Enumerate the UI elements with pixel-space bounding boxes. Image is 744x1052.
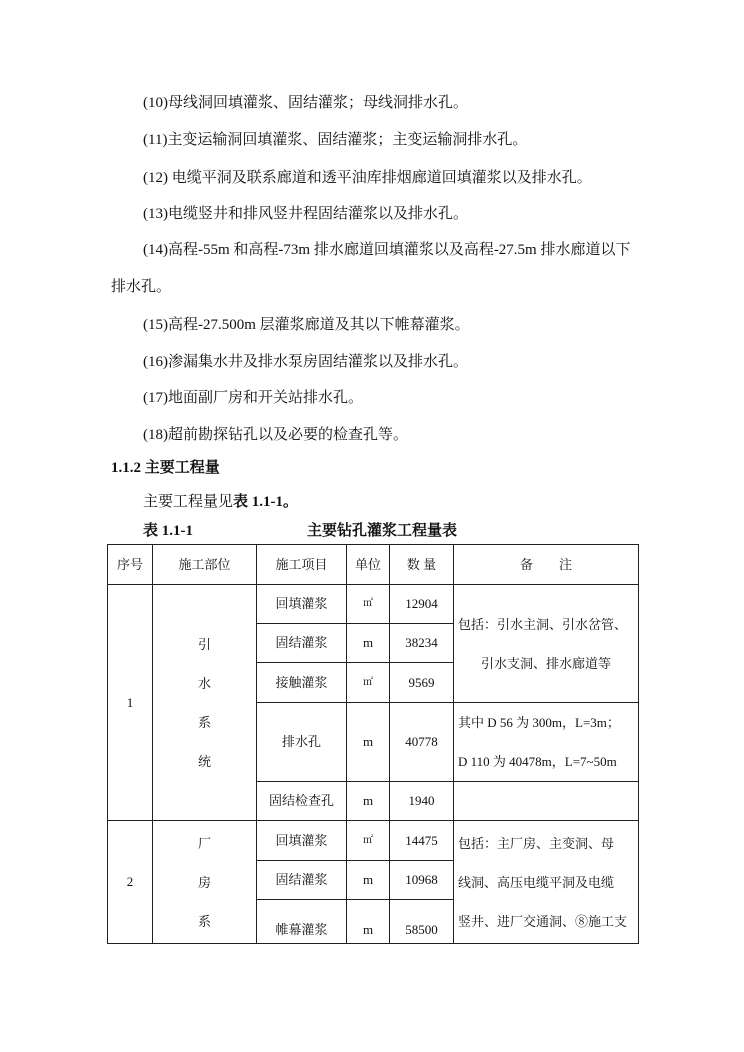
note-empty [454,782,639,821]
note: 包括：主厂房、主变洞、母 线洞、高压电缆平洞及电缆 竖井、进厂交通洞、⑧施工支 [454,821,639,944]
unit: m [347,861,390,900]
qty: 58500 [390,900,454,944]
item: 排水孔 [257,703,347,782]
part-char: 水 [197,675,211,691]
note: 包括：引水主洞、引水岔管、 引水支洞、排水廊道等 [454,585,639,703]
header-unit: 单位 [347,545,390,585]
table-reference: 表 1.1-1。 [233,494,299,510]
qty: 9569 [390,663,454,703]
unit: m [347,703,390,782]
unit: ㎡ [347,585,390,624]
header-qty: 数 量 [390,545,454,585]
item: 固结灌浆 [257,861,347,900]
paragraph-14-cont: 排水孔。 [111,279,172,295]
unit: m [347,782,390,821]
intro-text: 主要工程量见 [143,494,234,510]
table-title: 主要钻孔灌浆工程量表 [307,523,458,539]
group-no: 2 [108,821,153,944]
qty: 14475 [390,821,454,861]
group-part [153,821,257,944]
paragraph-15: (15)高程-27.500m 层灌浆廊道及其以下帷幕灌浆。 [143,317,470,333]
group-no: 1 [108,585,153,821]
quantity-table [107,544,639,944]
paragraph-18: (18)超前勘探钻孔以及必要的检查孔等。 [143,427,408,443]
part-char: 引 [197,636,211,652]
item: 帷幕灌浆 [257,900,347,944]
part-char: 厂 [197,835,211,851]
paragraph-12: (12) 电缆平洞及联系廊道和透平油库排烟廊道回填灌浆以及排水孔。 [143,170,592,186]
item: 固结灌浆 [257,624,347,663]
table-label: 表 1.1-1 [143,523,193,539]
part-char: 统 [197,753,211,769]
qty: 12904 [390,585,454,624]
part-char: 房 [197,874,211,890]
note: 其中 D 56 为 300m，L=3m； D 110 为 40478m，L=7~50m [454,703,639,782]
paragraph-17: (17)地面副厂房和开关站排水孔。 [143,390,363,406]
section-intro [143,493,298,511]
header-no: 序号 [108,545,153,585]
table-row [108,585,639,624]
header-note: 备 注 [454,545,639,585]
paragraph-11: (11)主变运输洞回填灌浆、固结灌浆；主变运输洞排水孔。 [143,132,528,148]
header-part: 施工部位 [153,545,257,585]
qty: 10968 [390,861,454,900]
qty: 38234 [390,624,454,663]
header-item: 施工项目 [257,545,347,585]
part-char: 系 [197,913,211,929]
item: 接触灌浆 [257,663,347,703]
qty: 40778 [390,703,454,782]
qty: 1940 [390,782,454,821]
table-header-row [108,545,639,585]
section-heading: 1.1.2 主要工程量 [111,460,220,476]
unit: m [347,624,390,663]
item: 固结检查孔 [257,782,347,821]
paragraph-10: (10)母线洞回填灌浆、固结灌浆；母线洞排水孔。 [143,95,468,111]
unit: m [347,900,390,944]
paragraph-16: (16)渗漏集水井及排水泵房固结灌浆以及排水孔。 [143,354,468,370]
paragraph-13: (13)电缆竖井和排风竖井程固结灌浆以及排水孔。 [143,206,468,222]
unit: ㎡ [347,821,390,861]
group-part [153,585,257,821]
table-row [108,821,639,861]
paragraph-14: (14)高程-55m 和高程-73m 排水廊道回填灌浆以及高程-27.5m 排水廊道以下 [143,242,631,258]
item: 回填灌浆 [257,585,347,624]
item: 回填灌浆 [257,821,347,861]
unit: ㎡ [347,663,390,703]
part-char: 系 [197,714,211,730]
